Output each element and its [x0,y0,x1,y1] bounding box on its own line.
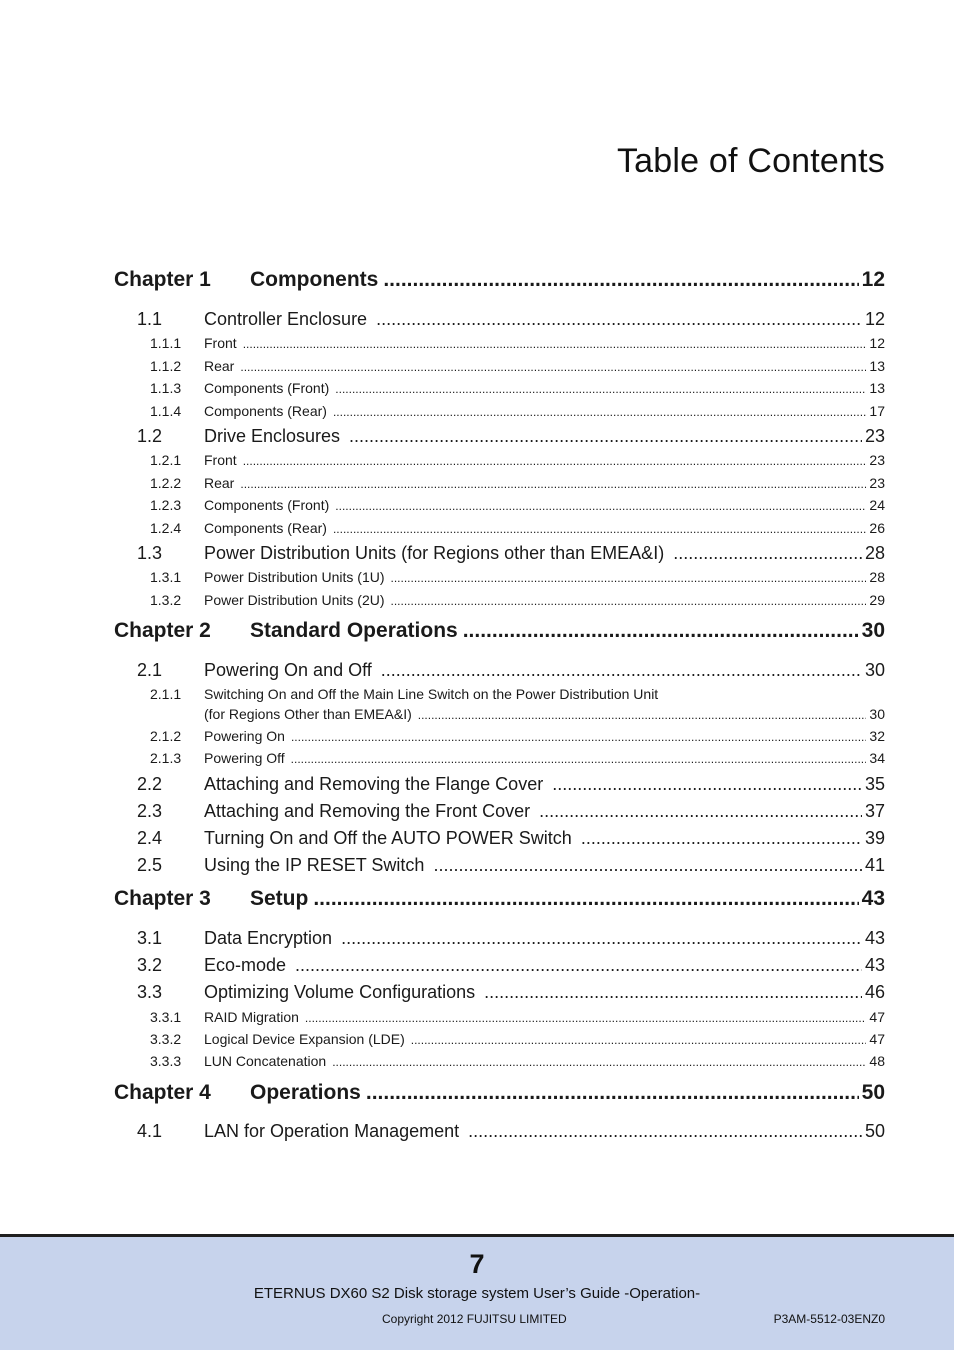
dot-leader [381,660,862,681]
subsection-number: 3.3.1 [150,1009,182,1025]
dot-leader [539,801,862,822]
toc-subsection-3-3-3[interactable] [0,1053,954,1069]
page-number: 30 [861,619,885,642]
toc-section-2-4[interactable] [0,828,954,849]
toc-subsection-1-2-4[interactable] [0,520,954,536]
dot-leader [468,1121,862,1142]
toc-subsection-1-3-1[interactable] [0,569,954,585]
subsection-number: 2.1.1 [150,686,182,702]
toc-subsection-2-1-1-line2[interactable] [0,706,954,722]
dot-leader [291,752,867,766]
chapter-title: Operations [250,1081,361,1104]
page-number: 41 [864,855,885,875]
subsection-number: 2.1.2 [150,728,182,744]
subsection-number: 1.1.3 [150,380,182,396]
subsection-number: 1.3.1 [150,569,182,585]
page-number: 43 [864,955,885,975]
subsection-number: 3.3.2 [150,1031,182,1047]
page-number: 34 [869,750,885,766]
subsection-title: Front [204,452,237,468]
page-number: 12 [864,309,885,329]
dot-leader [552,774,862,795]
page-number: 28 [864,543,885,563]
section-title: Turning On and Off the AUTO POWER Switch [204,828,572,848]
footer-guide-title: ETERNUS DX60 S2 Disk storage system User’s Guide -Operation- [253,1285,701,1302]
page-number: 30 [869,706,885,722]
dot-leader [433,855,862,876]
dot-leader [484,982,862,1003]
section-title: Data Encryption [204,928,333,948]
toc-subsection-1-1-1[interactable] [0,335,954,351]
dot-leader [376,309,862,330]
dot-leader [418,708,867,722]
subsection-title-continued: (for Regions Other than EMEA&I) [204,706,412,722]
toc-section-3-1[interactable] [0,928,954,949]
dot-leader [335,499,866,513]
page-number: 12 [861,268,885,291]
page-number: 50 [864,1121,885,1141]
subsection-title: LUN Concatenation [204,1053,327,1069]
page-number: 13 [869,358,885,374]
section-title: Drive Enclosures [204,426,341,446]
toc-subsection-1-3-2[interactable] [0,592,954,608]
subsection-number: 1.1.4 [150,403,182,419]
section-number: 1.3 [137,543,163,563]
page-number: 23 [864,426,885,446]
subsection-title: Components (Rear) [204,520,327,536]
toc-subsection-1-1-3[interactable] [0,380,954,396]
subsection-number: 1.2.2 [150,475,182,491]
toc-section-2-2[interactable] [0,774,954,795]
dot-leader [333,405,866,419]
toc-section-2-5[interactable] [0,855,954,876]
page-number: 23 [869,452,885,468]
toc-chapter-4[interactable] [0,1081,954,1105]
toc-subsection-1-2-3[interactable] [0,497,954,513]
page-footer [0,1234,954,1350]
subsection-title: Rear [204,475,235,491]
subsection-title: Power Distribution Units (2U) [204,592,385,608]
dot-leader [581,828,862,849]
toc-section-1-3[interactable] [0,543,954,564]
chapter-title: Components [250,268,379,291]
page-number: 26 [869,520,885,536]
dot-leader [673,543,862,564]
toc-subsection-3-3-2[interactable] [0,1031,954,1047]
page-number: 13 [869,380,885,396]
footer-copyright: Copyright 2012 FUJITSU LIMITED [382,1312,567,1326]
toc-section-1-1[interactable] [0,309,954,330]
dot-leader [463,619,859,643]
subsection-number: 1.2.1 [150,452,182,468]
section-number: 2.1 [137,660,163,680]
subsection-number: 3.3.3 [150,1053,182,1069]
page-number: 35 [864,774,885,794]
section-number: 2.2 [137,774,163,794]
dot-leader [305,1011,867,1025]
dot-leader [240,477,866,491]
section-title: Eco-mode [204,955,287,975]
subsection-number: 1.1.1 [150,335,182,351]
toc-subsection-3-3-1[interactable] [0,1009,954,1025]
section-number: 3.2 [137,955,163,975]
section-title: Powering On and Off [204,660,372,680]
page-title: Table of Contents [616,142,885,180]
page-number: 39 [864,828,885,848]
toc-chapter-1[interactable] [0,268,954,292]
section-title: LAN for Operation Management [204,1121,460,1141]
subsection-title: Front [204,335,237,351]
toc-subsection-1-1-4[interactable] [0,403,954,419]
dot-leader [295,955,862,976]
section-title: Attaching and Removing the Flange Cover [204,774,544,794]
page-number: 47 [869,1031,885,1047]
page-number: 23 [869,475,885,491]
page-number: 12 [869,335,885,351]
subsection-number: 2.1.3 [150,750,182,766]
subsection-title: Power Distribution Units (1U) [204,569,385,585]
subsection-title: Rear [204,358,235,374]
page-number: 48 [869,1053,885,1069]
dot-leader [341,928,862,949]
toc-chapter-3[interactable] [0,887,954,911]
page-number: 43 [861,887,885,910]
section-title: Optimizing Volume Configurations [204,982,476,1002]
section-number: 2.4 [137,828,163,848]
page-number: 32 [869,728,885,744]
dot-leader [335,382,866,396]
toc-subsection-1-1-2[interactable] [0,358,954,374]
subsection-number: 1.3.2 [150,592,182,608]
section-number: 1.1 [137,309,163,329]
page-number: 28 [869,569,885,585]
section-number: 4.1 [137,1121,163,1141]
dot-leader [366,1081,859,1105]
subsection-title: Components (Front) [204,497,330,513]
page-number: 46 [864,982,885,1002]
subsection-title: Logical Device Expansion (LDE) [204,1031,405,1047]
page-number: 37 [864,801,885,821]
toc-section-1-2[interactable] [0,426,954,447]
dot-leader [313,887,858,911]
subsection-number: 1.2.3 [150,497,182,513]
page-number: 30 [864,660,885,680]
section-title: Controller Enclosure [204,309,368,329]
toc-section-3-2[interactable] [0,955,954,976]
subsection-title: Switching On and Off the Main Line Switch on the Power Distribution Unit [204,686,659,702]
section-number: 3.1 [137,928,163,948]
dot-leader [333,522,866,536]
dot-leader [349,426,862,447]
dot-leader [243,337,867,351]
chapter-number: Chapter 2 [114,619,211,642]
chapter-title: Setup [250,887,309,910]
subsection-title: RAID Migration [204,1009,299,1025]
subsection-number: 1.2.4 [150,520,182,536]
toc-section-3-3[interactable] [0,982,954,1003]
toc-subsection-2-1-3[interactable] [0,750,954,766]
toc-section-2-3[interactable] [0,801,954,822]
section-title: Attaching and Removing the Front Cover [204,801,531,821]
dot-leader [240,360,866,374]
toc-subsection-1-2-2[interactable] [0,475,954,491]
chapter-number: Chapter 1 [114,268,211,291]
dot-leader [332,1055,866,1069]
subsection-number: 1.1.2 [150,358,182,374]
page-number: 47 [869,1009,885,1025]
chapter-title: Standard Operations [250,619,458,642]
page-number: 43 [864,928,885,948]
footer-document-code: P3AM-5512-03ENZ0 [773,1312,885,1326]
dot-leader [391,594,867,608]
dot-leader [291,730,866,744]
toc-subsection-2-1-2[interactable] [0,728,954,744]
section-number: 2.3 [137,801,163,821]
section-number: 2.5 [137,855,163,875]
dot-leader [383,268,858,292]
section-number: 1.2 [137,426,163,446]
subsection-title: Powering Off [204,750,285,766]
section-title: Using the IP RESET Switch [204,855,425,875]
dot-leader [411,1033,867,1047]
toc-section-2-1[interactable] [0,660,954,681]
subsection-title: Components (Front) [204,380,330,396]
subsection-title: Powering On [204,728,285,744]
toc-subsection-2-1-1-line1[interactable] [0,686,954,702]
chapter-number: Chapter 4 [114,1081,211,1104]
toc-section-4-1[interactable] [0,1121,954,1142]
toc-subsection-1-2-1[interactable] [0,452,954,468]
footer-page-number: 7 [469,1249,485,1279]
toc-chapter-2[interactable] [0,619,954,643]
dot-leader [243,454,867,468]
chapter-number: Chapter 3 [114,887,211,910]
dot-leader [391,571,867,585]
page-number: 50 [861,1081,885,1104]
page-number: 17 [869,403,885,419]
page-number: 24 [869,497,885,513]
page-number: 29 [869,592,885,608]
subsection-title: Components (Rear) [204,403,327,419]
section-number: 3.3 [137,982,163,1002]
section-title: Power Distribution Units (for Regions other than EMEA&I) [204,543,665,563]
